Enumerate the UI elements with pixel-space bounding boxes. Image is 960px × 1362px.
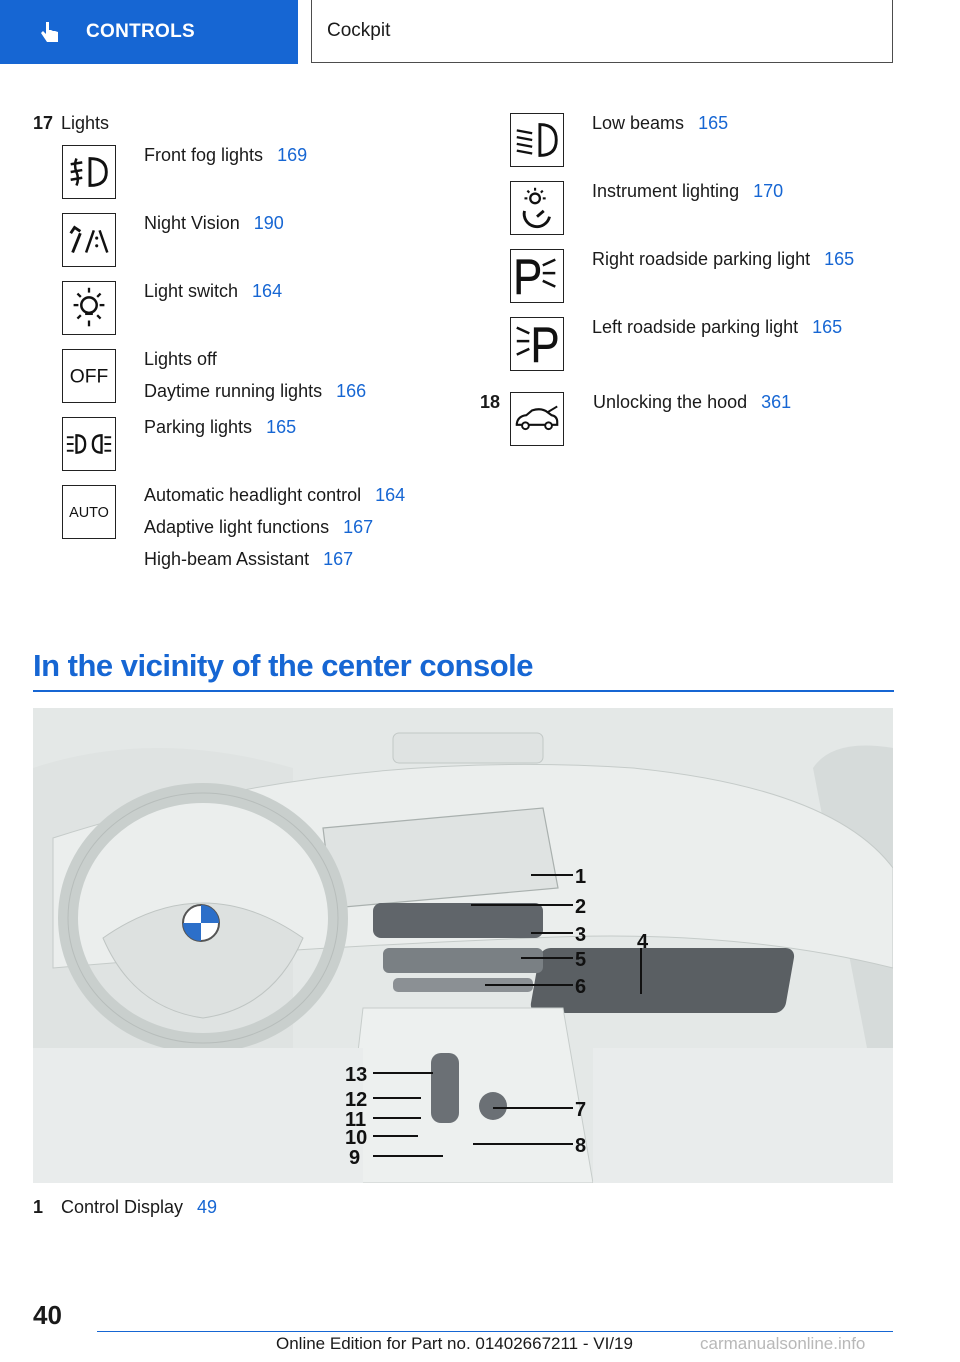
legend-control-display: Control Display 49 [61,1197,218,1217]
page-link[interactable]: 164 [252,281,283,301]
entry-unlocking-the-hood: Unlocking the hood 361 [593,392,792,412]
right-roadside-parking-light-icon [510,249,564,303]
section-tab-label: CONTROLS [86,21,196,42]
light-switch-icon [62,281,116,335]
entry-lights-off: Lights off [144,349,217,369]
callout-label: 5 [575,949,587,971]
entry-parking-lights: Parking lights 165 [144,417,297,437]
edition-text: Online Edition for Part no. 01402667211 - VI/19 [276,1334,633,1353]
callout-label: 9 [349,1147,361,1169]
cockpit-illustration [33,708,893,1183]
entry-high-beam-assistant: High-beam Assistant 167 [144,549,354,569]
entry-light-switch: Light switch 164 [144,281,283,301]
entry-right-roadside-parking-light: Right roadside parking light 165 [592,249,855,269]
legend-number: 1 [33,1197,44,1217]
callout-label: 12 [345,1089,368,1111]
callout-label: 1 [575,866,587,888]
night-vision-icon [62,213,116,267]
callout-label: 7 [575,1099,587,1121]
footer-divider [97,1331,893,1332]
off-icon-text: OFF [69,366,109,388]
callout-label: 10 [345,1127,368,1149]
page-number: 40 [33,1300,62,1330]
auto-icon-text: AUTO [69,504,109,521]
callout-label: 13 [345,1064,368,1086]
section-divider [33,690,894,692]
page-link[interactable]: 170 [753,181,784,201]
parking-lights-icon [62,417,116,471]
section-heading: In the vicinity of the center console [33,648,533,683]
item-title: Lights [61,113,110,133]
page-link[interactable]: 165 [698,113,729,133]
entry-adaptive-light-functions: Adaptive light functions 167 [144,517,374,537]
entry-low-beams: Low beams 165 [592,113,729,133]
page-link[interactable]: 167 [343,517,374,537]
low-beams-icon [510,113,564,167]
page-link[interactable]: 164 [375,485,406,505]
callout-label: 4 [637,931,649,953]
hood-icon [510,392,564,446]
page-link[interactable]: 49 [197,1197,218,1217]
callout-label: 11 [345,1109,367,1131]
chapter-title-text: Cockpit [327,20,391,41]
entry-left-roadside-parking-light: Left roadside parking light 165 [592,317,843,337]
callout-label: 6 [575,976,587,998]
instrument-lighting-icon [510,181,564,235]
item-number: 18 [480,392,501,412]
entry-daytime-running-lights: Daytime running lights 166 [144,381,367,401]
entry-instrument-lighting: Instrument lighting 170 [592,181,784,201]
page-link[interactable]: 165 [266,417,297,437]
off-icon [62,349,116,403]
front-fog-lights-icon [62,145,116,199]
callout-label: 3 [575,924,587,946]
entry-front-fog-lights: Front fog lights 169 [144,145,308,165]
page-link[interactable]: 165 [812,317,843,337]
callout-label: 2 [575,896,587,918]
watermark: carmanualsonline.info [700,1334,866,1353]
section-tab[interactable] [0,0,298,64]
hand-pointer-icon [38,19,64,45]
page-link[interactable]: 165 [824,249,855,269]
left-roadside-parking-light-icon [510,317,564,371]
chapter-title [311,0,893,63]
page-link[interactable]: 166 [336,381,367,401]
callout-label: 8 [575,1135,587,1157]
page-link[interactable]: 167 [323,549,354,569]
page-link[interactable]: 169 [277,145,308,165]
page-link[interactable]: 190 [253,213,284,233]
page-link[interactable]: 361 [761,392,792,412]
auto-icon [62,485,116,539]
item-number: 17 [33,113,54,133]
entry-night-vision: Night Vision 190 [144,213,284,233]
entry-automatic-headlight-control: Automatic headlight control 164 [144,485,406,505]
